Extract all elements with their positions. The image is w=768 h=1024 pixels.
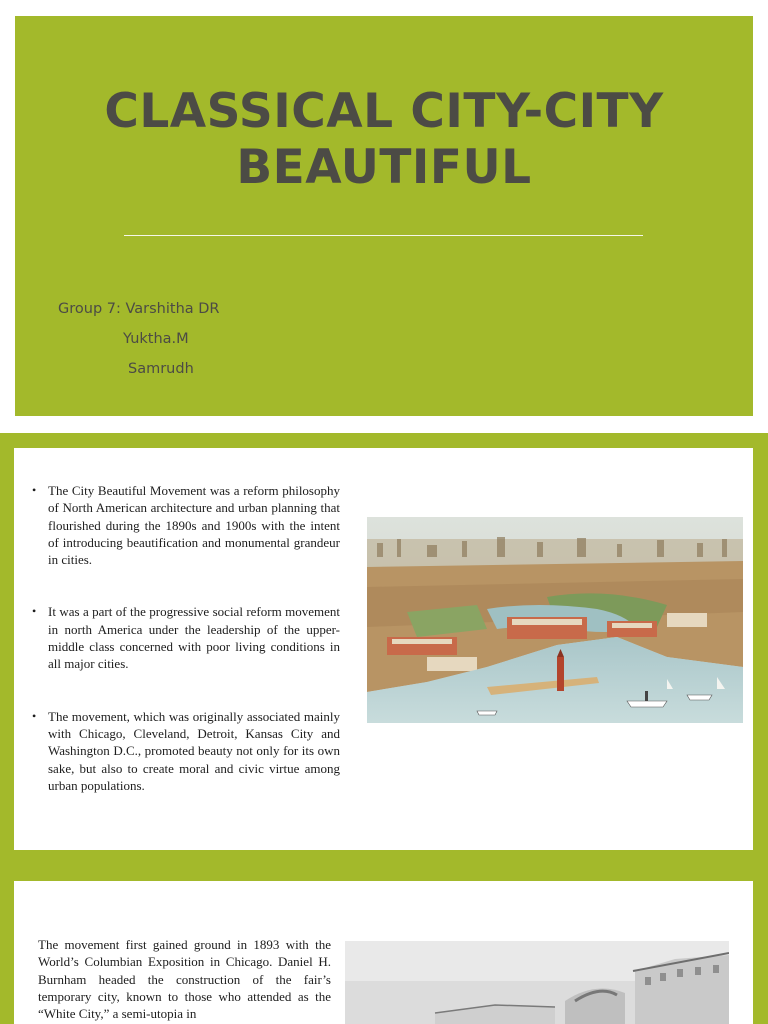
bullet-dot-icon: • [32,708,37,723]
title-slide [15,16,753,416]
bullet-item [32,603,340,672]
bullet-dot-icon: • [32,604,37,619]
exposition-aerial-illustration [367,517,743,723]
bullet-text: The City Beautiful Movement was a reform philosophy of North American architecture and urban planning that flourished during the 1890s and 1900s with the intent of introducing beautification and monumental grandeur in cities. [48,483,340,568]
member-line-yuktha: Yuktha.M [123,331,189,347]
white-city-photo [345,941,729,1024]
member-line-group: Group 7: Varshitha DR [58,301,220,317]
content-slide-3 [14,881,753,1024]
bullet-text: The movement, which was originally associated mainly with Chicago, Cleveland, Detroit, Kansas City and Washington D.C., promoted beauty not only for its own sake, but also to create moral and civic virtue among urban populations. [48,708,340,793]
bullet-item [32,482,340,568]
title-line-1: CLASSICAL CITY-CITY [104,84,664,139]
title-line-2: BEAUTIFUL [236,140,532,195]
slide-title [15,84,753,196]
bullet-list [32,482,340,829]
bullet-text: It was a part of the progressive social reform movement in north America under the leadership of the upper-middle class concerned with poor living conditions in all major cities. [48,604,340,672]
bullet-dot-icon: • [32,483,37,497]
content-slide-2 [14,448,753,850]
member-line-samrudh: Samrudh [128,361,194,377]
body-paragraph: The movement first gained ground in 1893 with the World’s Columbian Exposition in Chicago. Daniel H. Burnham headed the construction of the fair’s temporary city, known to those who attended as the “White City,” a semi-utopia in [38,937,331,1022]
title-divider [124,235,643,236]
bullet-item [32,708,340,794]
